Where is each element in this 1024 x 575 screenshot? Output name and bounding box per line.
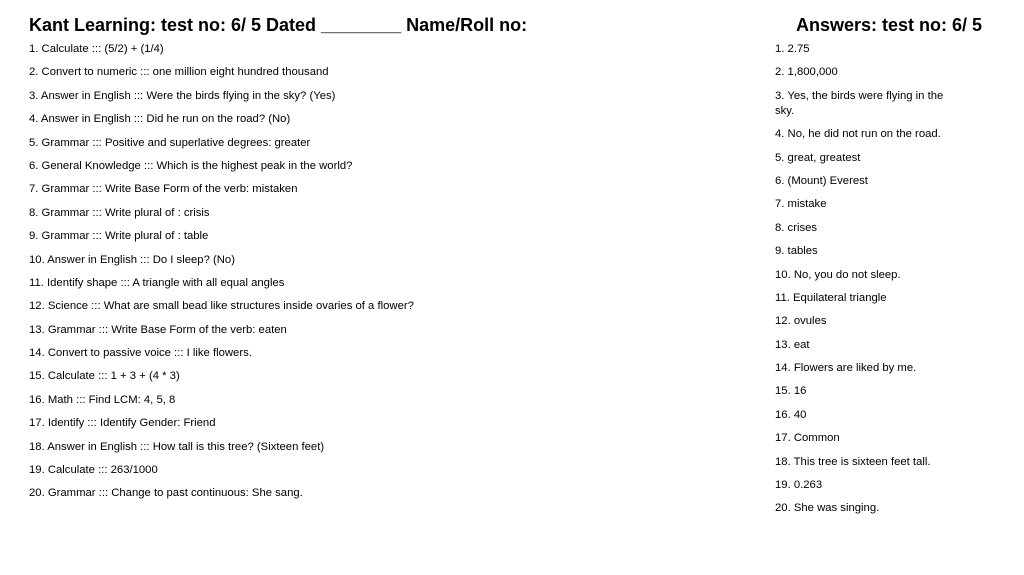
question-item: 2. Convert to numeric ::: one million eight hundred thousand [29,66,329,79]
answer-item: 3. Yes, the birds were flying in the sky. [775,89,944,117]
question-item: 5. Grammar ::: Positive and superlative degrees: greater [29,136,311,149]
answer-item: 10. No, you do not sleep. [775,268,901,281]
question-item: 10. Answer in English ::: Do I sleep? (No) [29,253,235,266]
answer-item: 17. Common [775,432,840,445]
answer-item: 5. great, greatest [775,151,861,164]
question-item: 11. Identify shape ::: A triangle with all equal angles [29,276,285,289]
question-item: 6. General Knowledge ::: Which is the highest peak in the world? [29,159,353,172]
answer-item: 7. mistake [775,198,827,211]
answer-item: 4. No, he did not run on the road. [775,128,941,141]
question-item: 8. Grammar ::: Write plural of : crisis [29,206,210,219]
answer-item: 12. ovules [775,315,827,328]
answer-item: 13. eat [775,338,810,351]
question-item: 18. Answer in English ::: How tall is this tree? (Sixteen feet) [29,440,325,453]
answer-item: 16. 40 [775,408,807,421]
questions-title: Kant Learning: test no: 6/ 5 Dated ________ Name/Roll no: [29,15,528,35]
answers-list [775,42,960,525]
question-item: 19. Calculate ::: 263/1000 [29,464,158,477]
answer-item: 19. 0.263 [775,479,823,492]
questions-list [29,42,749,510]
answer-item: 14. Flowers are liked by me. [775,362,917,375]
question-item: 12. Science ::: What are small bead like structures inside ovaries of a flower? [29,300,414,313]
answer-item: 8. crises [775,221,818,234]
answer-item: 6. (Mount) Everest [775,174,868,187]
question-item: 15. Calculate ::: 1 + 3 + (4 * 3) [29,370,180,383]
answers-title: Answers: test no: 6/ 5 [796,15,983,35]
answer-item: 20. She was singing. [775,502,880,515]
answer-item: 9. tables [775,245,818,258]
question-item: 4. Answer in English ::: Did he run on the road? (No) [29,113,291,126]
answer-item: 15. 16 [775,385,807,398]
question-item: 13. Grammar ::: Write Base Form of the verb: eaten [29,323,287,336]
question-item: 14. Convert to passive voice ::: I like flowers. [29,347,252,360]
question-item: 17. Identify ::: Identify Gender: Friend [29,417,216,430]
question-item: 7. Grammar ::: Write Base Form of the verb: mistaken [29,183,298,196]
question-item: 3. Answer in English ::: Were the birds flying in the sky? (Yes) [29,89,336,102]
answer-item: 18. This tree is sixteen feet tall. [775,455,931,468]
question-item: 20. Grammar ::: Change to past continuous: She sang. [29,487,303,500]
question-item: 1. Calculate ::: (5/2) + (1/4) [29,43,164,55]
answer-item: 11. Equilateral triangle [775,291,887,304]
answer-item: 1. 2.75 [775,43,810,55]
question-item: 9. Grammar ::: Write plural of : table [29,230,209,243]
answer-item: 2. 1,800,000 [775,66,838,79]
question-item: 16. Math ::: Find LCM: 4, 5, 8 [29,393,176,406]
